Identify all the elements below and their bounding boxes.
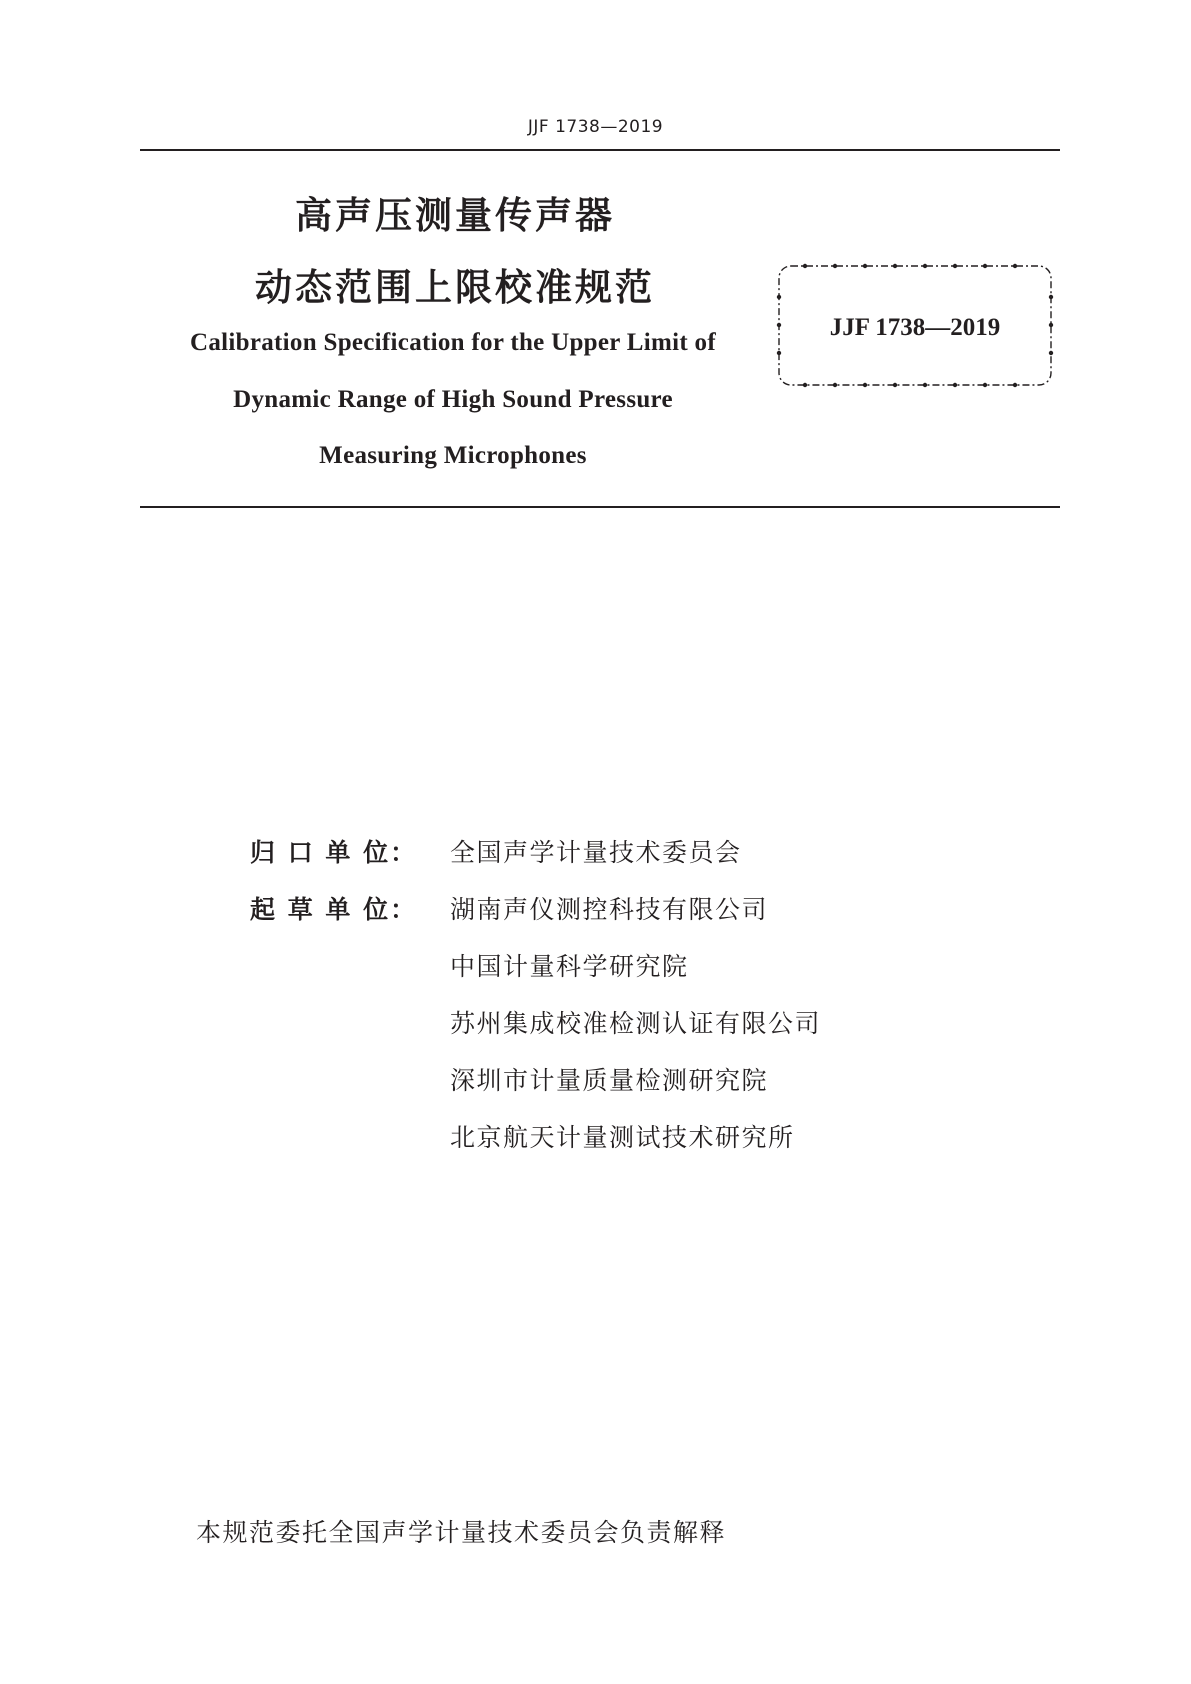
drafting-unit-3: 苏州集成校准检测认证有限公司 (450, 1009, 822, 1038)
title-en-line2: Dynamic Range of High Sound Pressure (233, 386, 673, 413)
standard-code: JJF 1738—2019 (829, 314, 1001, 341)
title-en-line3: Measuring Microphones (319, 442, 587, 469)
interpretation-note: 本规范委托全国声学计量技术委员会负责解释 (196, 1518, 727, 1547)
responsible-unit-label: 归 口 单 位： (250, 838, 418, 867)
bottom-rule (140, 506, 1060, 508)
title-en-line1: Calibration Specification for the Upper Limit of (190, 329, 716, 356)
responsible-unit-value: 全国声学计量技术委员会 (450, 838, 742, 867)
title-cn-line2: 动态范围上限校准规范 (255, 266, 655, 309)
drafting-unit-label: 起 草 单 位： (250, 895, 418, 924)
drafting-unit-2: 中国计量科学研究院 (450, 952, 689, 981)
title-cn-line1: 高声压测量传声器 (295, 194, 615, 237)
drafting-unit-5: 北京航天计量测试技术研究所 (450, 1123, 795, 1152)
top-rule (140, 149, 1060, 151)
drafting-unit-1: 湖南声仪测控科技有限公司 (450, 895, 769, 924)
header-standard-code: JJF 1738—2019 (527, 117, 664, 137)
standard-code-box (775, 262, 1055, 389)
drafting-unit-4: 深圳市计量质量检测研究院 (450, 1066, 769, 1095)
